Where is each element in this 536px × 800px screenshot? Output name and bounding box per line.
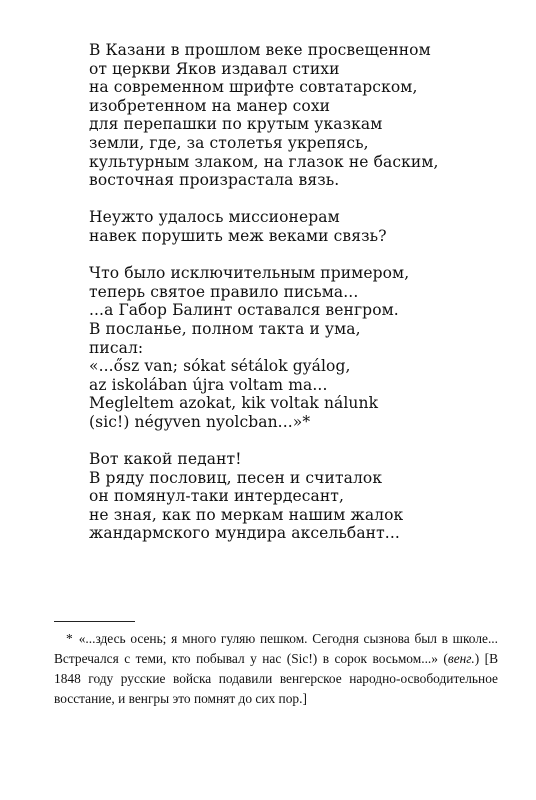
poem-line: земли, где, за столетья укрепясь, xyxy=(89,133,369,152)
footnote xyxy=(54,629,498,709)
footnote-mark: * xyxy=(66,631,73,646)
poem-line: на современном шрифте совтатарском, xyxy=(89,78,418,97)
poem-line: В Казани в прошлом веке просвещенном xyxy=(89,41,431,59)
stanza-1 xyxy=(89,41,509,190)
stanza-2 xyxy=(89,208,509,245)
poem-line: Что было исключительным примером, xyxy=(89,264,410,283)
poem-line: навек порушить меж веками связь? xyxy=(89,226,387,245)
poem-line: он помянул-таки интердесант, xyxy=(89,487,344,506)
poem-line: теперь святое правило письма... xyxy=(89,282,359,301)
poem-line-quote: az iskolában újra voltam ma... xyxy=(89,375,328,394)
poem-line: В ряду пословиц, песен и считалок xyxy=(89,468,383,487)
poem-line-quote: «...ősz van; sókat sétálok gyálog, xyxy=(89,357,351,376)
poem-line-quote: Megleltem azokat, kik voltak nálunk xyxy=(89,394,379,413)
poem-line: жандармского мундира аксельбант... xyxy=(89,524,400,543)
poem-line: от церкви Яков издавал стихи xyxy=(89,59,340,78)
poem-line: для перепашки по крутым указкам xyxy=(89,115,383,134)
poem-line: культурным злаком, на глазок не баским, xyxy=(89,152,439,171)
footnote-text-after: ) [В 1848 году русские войска подавили венгерское народно-освободительное восстание, и венгры это помнят до сих пор.] xyxy=(54,651,499,706)
poem-line: Неужто удалось миссионерам xyxy=(89,208,340,227)
poem-line: восточная произрастала вязь. xyxy=(89,171,340,190)
footnote-separator xyxy=(54,621,135,622)
poem xyxy=(89,41,509,562)
poem-line: не зная, как по меркам нашим жалок xyxy=(89,505,404,524)
footnote-lang: венг. xyxy=(447,651,475,666)
poem-line: изобретенном на манер сохи xyxy=(89,96,331,115)
poem-line: ...а Габор Балинт оставался венгром. xyxy=(89,301,399,320)
stanza-4 xyxy=(89,450,509,543)
footnote-text-before: «...здесь осень; я много гуляю пешком. Сегодня сызнова был в школе... Встречался с теми, кто побывал у нас (Sic!) в сорок восьмом...» ( xyxy=(54,631,498,666)
stanza-3 xyxy=(89,264,509,431)
poem-line-quote: (sic!) négyven nyolcban...»* xyxy=(89,412,311,431)
poem-line: В посланье, полном такта и ума, xyxy=(89,319,361,338)
poem-line: писал: xyxy=(89,338,144,357)
poem-line: Вот какой педант! xyxy=(89,450,242,469)
